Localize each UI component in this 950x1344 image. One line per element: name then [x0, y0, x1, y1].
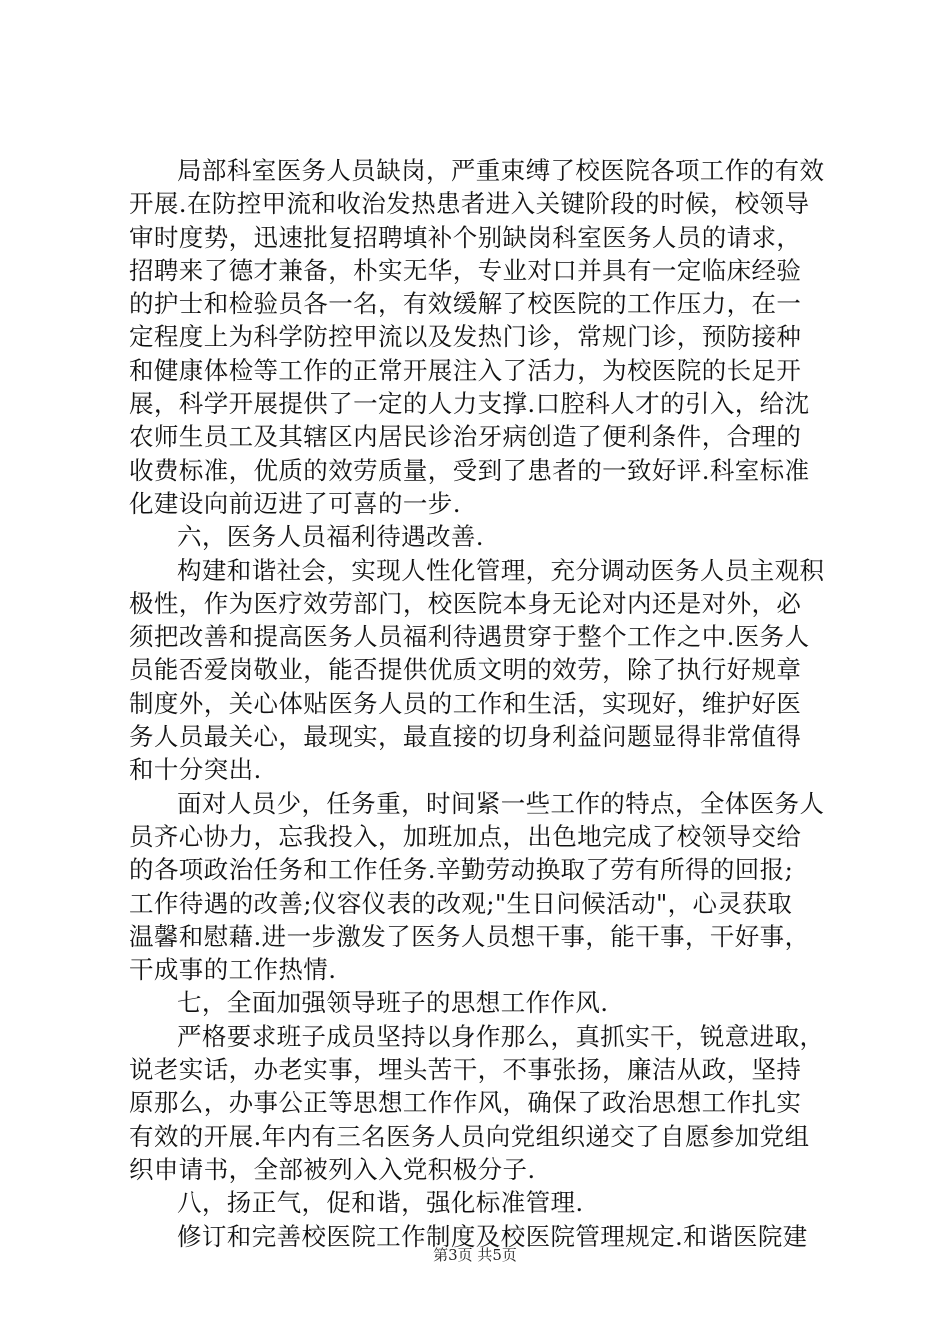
text-line: 织申请书，全部被列入入党积极分子.	[129, 1154, 536, 1184]
text-line: 局部科室医务人员缺岗，严重束缚了校医院各项工作的有效	[177, 156, 825, 185]
text-line: 的护士和检验员各一名，有效缓解了校医院的工作压力，在一	[129, 289, 802, 319]
text-line: 务人员最关心，最现实，最直接的切身利益问题显得非常值得	[129, 722, 802, 752]
text-line: 审时度势，迅速批复招聘填补个别缺岗科室医务人员的请求，	[129, 222, 802, 252]
text-line: 六，医务人员福利待遇改善.	[177, 522, 484, 552]
text-line: 化建设向前迈进了可喜的一步.	[129, 488, 461, 518]
text-line: 修订和完善校医院工作制度及校医院管理规定.和谐医院建	[177, 1221, 808, 1251]
text-line: 七，全面加强领导班子的思想工作作风.	[177, 988, 609, 1018]
text-line: 定程度上为科学防控甲流以及发热门诊，常规门诊，预防接种	[129, 322, 802, 352]
text-line: 须把改善和提高医务人员福利待遇贯穿于整个工作之中.医务人	[129, 622, 810, 652]
document-body	[129, 154, 839, 1253]
page-footer: 第3页 共5页	[433, 1246, 517, 1264]
text-line: 展，科学开展提供了一定的人力支撑.口腔科人才的引入，给沈	[129, 389, 810, 419]
text-line: 制度外，关心体贴医务人员的工作和生活，实现好，维护好医	[129, 688, 802, 718]
text-line: 面对人员少，任务重，时间紧一些工作的特点，全体医务人	[177, 788, 825, 818]
text-line: 极性，作为医疗效劳部门，校医院本身无论对内还是对外，必	[129, 588, 802, 618]
text-line: 的各项政治任务和工作任务.辛勤劳动换取了劳有所得的回报;	[129, 855, 794, 885]
text-line: 员齐心协力，忘我投入，加班加点，出色地完成了校领导交给	[129, 821, 802, 851]
text-line: 开展.在防控甲流和收治发热患者进入关键阶段的时候，校领导	[129, 189, 810, 219]
text-line: 员能否爱岗敬业，能否提供优质文明的效劳，除了执行好规章	[129, 655, 802, 685]
text-line: 收费标准，优质的效劳质量，受到了患者的一致好评.科室标准	[129, 455, 810, 485]
text-line: 构建和谐社会，实现人性化管理，充分调动医务人员主观积	[177, 555, 825, 585]
text-line: 工作待遇的改善;仪容仪表的改观;"生日问候活动"，心灵获取	[129, 888, 793, 918]
text-line: 八，扬正气，促和谐，强化标准管理.	[177, 1188, 584, 1218]
text-line: 严格要求班子成员坚持以身作那么，真抓实干，锐意进取，	[177, 1021, 825, 1051]
text-line: 和十分突出.	[129, 755, 262, 785]
text-line: 干成事的工作热情.	[129, 955, 337, 985]
text-line: 原那么，办事公正等思想工作作风，确保了政治思想工作扎实	[129, 1088, 802, 1118]
text-line: 招聘来了德才兼备，朴实无华，专业对口并具有一定临床经验	[129, 255, 802, 285]
text-line: 农师生员工及其辖区内居民诊治牙病创造了便利条件，合理的	[129, 422, 802, 452]
text-line: 说老实话，办老实事，埋头苦干，不事张扬，廉洁从政，坚持	[129, 1055, 802, 1085]
text-line: 温馨和慰藉.进一步激发了医务人员想干事，能干事，干好事，	[129, 921, 810, 951]
text-line: 和健康体检等工作的正常开展注入了活力，为校医院的长足开	[129, 355, 802, 385]
text-line: 有效的开展.年内有三名医务人员向党组织递交了自愿参加党组	[129, 1121, 810, 1151]
